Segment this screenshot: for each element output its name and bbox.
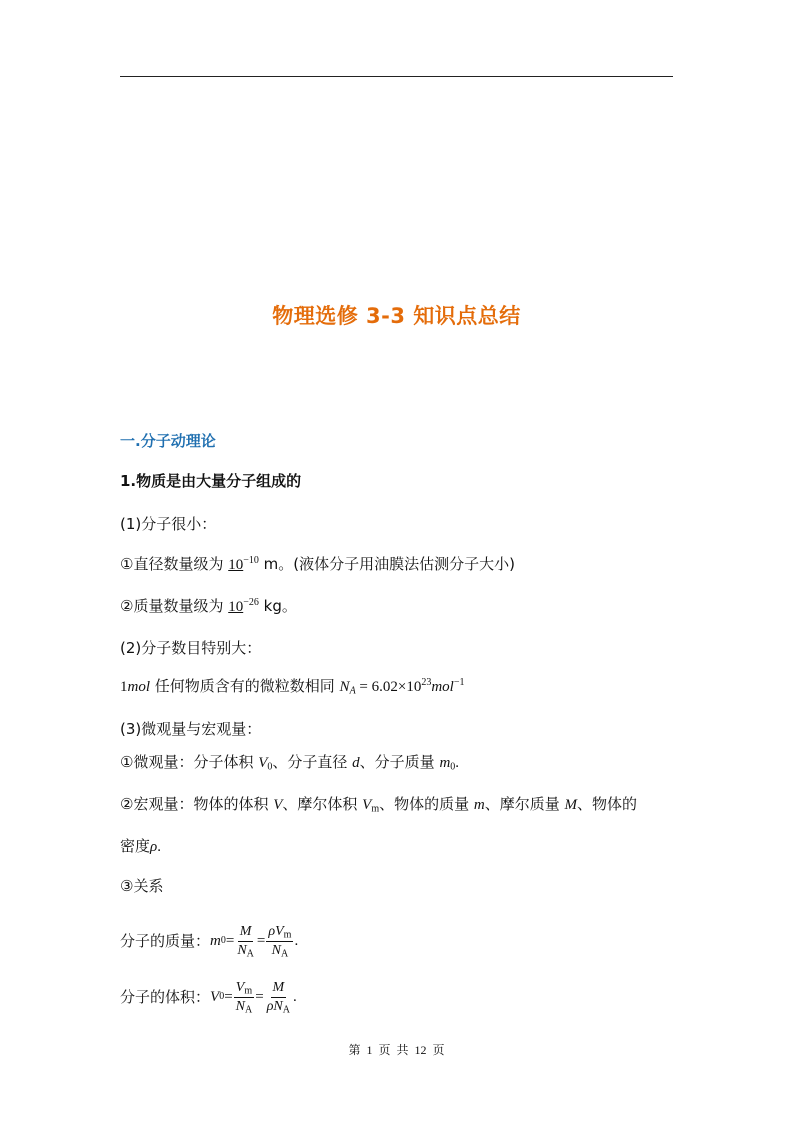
diameter-suffix: m。(液体分子用油膜法估测分子大小) <box>258 555 515 573</box>
avogadro-lead-unit: mol <box>127 679 150 695</box>
formula2-num2: M <box>272 980 285 996</box>
macro-molar-mass: M <box>564 797 578 813</box>
avogadro-unit: mol <box>431 679 454 695</box>
formula2-eq1: = <box>224 988 233 1005</box>
footer-text-3: 共 <box>396 1043 409 1057</box>
formula-molecule-mass: 分子的质量： m 0 = $\frac{M}{N_A}$ = $\frac{\rho V_m}{N_A}$ . <box>120 924 299 959</box>
paragraph-molecule-small: (1)分子很小： <box>120 515 217 533</box>
formula1-label: 分子的质量： <box>120 931 211 950</box>
formula2-fraction1 <box>234 980 255 1014</box>
section-heading: 一.分子动理论 <box>120 432 216 450</box>
paragraph-micro-macro: (3)微观量与宏观量： <box>120 720 262 738</box>
density-text: 密度 <box>120 837 151 855</box>
micro-mass-sub: 0 <box>450 761 456 773</box>
avogadro-text: 任何物质含有的微粒数相同 <box>150 677 340 695</box>
diameter-base: 10 <box>228 557 244 573</box>
avogadro-symbol-sub: A <box>349 685 356 697</box>
micro-text-3: 、分子质量 <box>359 753 440 771</box>
formula1-lhs: m <box>210 932 221 949</box>
paragraph-micro-quantities <box>120 755 459 771</box>
footer-text-1: 第 <box>348 1043 361 1057</box>
formula1-num1: M <box>239 924 252 940</box>
macro-text-2: 、摩尔体积 <box>282 795 363 813</box>
paragraph-avogadro <box>120 679 464 695</box>
macro-molar-volume: V <box>362 797 372 813</box>
micro-diameter: d <box>352 755 360 771</box>
formula1-den1: N <box>237 942 247 958</box>
micro-text-1: ①微观量：分子体积 <box>120 753 259 771</box>
avogadro-value: = 6.02×10 <box>355 679 422 695</box>
footer-text-4: 页 <box>432 1043 445 1057</box>
formula2-eq2: = <box>255 988 264 1005</box>
mass-prefix: ②质量数量级为 <box>120 597 229 615</box>
formula2-den1-sub: A <box>245 1004 253 1015</box>
formula2-label: 分子的体积： <box>120 987 211 1006</box>
micro-end: . <box>455 755 460 771</box>
formula1-den2: N <box>271 942 281 958</box>
paragraph-diameter <box>120 557 515 573</box>
paragraph-relations: ③关系 <box>120 877 164 895</box>
formula1-end: . <box>294 932 299 949</box>
formula1-num2: ρV <box>268 924 284 940</box>
formula2-lhs: V <box>210 988 220 1005</box>
formula1-fraction1 <box>235 924 256 958</box>
density-end: . <box>157 839 161 855</box>
subsection-heading: 1.物质是由大量分子组成的 <box>120 472 302 490</box>
macro-text-5: 、物体的 <box>577 795 638 813</box>
formula-molecule-volume: 分子的体积： V 0 = $\frac{V_m}{N_A}$ = $\frac{M}{\rho N_A}$ . <box>120 980 297 1015</box>
formula2-fraction2 <box>265 980 292 1014</box>
formula1-den1-sub: A <box>246 948 254 959</box>
document-title: 物理选修 3-3 知识点总结 <box>272 304 521 328</box>
macro-volume: V <box>273 797 283 813</box>
formula1-num2-sub: m <box>283 929 292 941</box>
micro-text-2: 、分子直径 <box>272 753 353 771</box>
mass-exponent: −26 <box>243 597 259 608</box>
formula1-fraction2 <box>266 924 293 958</box>
header-rule <box>120 76 673 77</box>
page-footer <box>0 1041 793 1058</box>
formula1-eq2: = <box>256 932 266 949</box>
macro-text-4: 、摩尔质量 <box>484 795 565 813</box>
macro-text-3: 、物体的质量 <box>379 795 474 813</box>
micro-mass: m <box>439 755 451 771</box>
avogadro-unit-exponent: −1 <box>453 677 465 688</box>
avogadro-lead-number: 1 <box>120 679 128 695</box>
footer-total-pages: 12 <box>414 1043 427 1057</box>
macro-text-1: ②宏观量：物体的体积 <box>120 795 274 813</box>
formula2-den2-sub: A <box>282 1004 290 1015</box>
footer-page-number: 1 <box>366 1043 373 1057</box>
formula2-end: . <box>293 988 297 1005</box>
density-symbol: ρ <box>150 839 158 855</box>
paragraph-number-large: (2)分子数目特别大： <box>120 639 262 657</box>
micro-volume: V <box>258 755 268 771</box>
paragraph-density <box>120 839 161 855</box>
avogadro-symbol: N <box>339 679 350 695</box>
footer-text-2: 页 <box>378 1043 391 1057</box>
diameter-exponent: −10 <box>243 555 259 566</box>
micro-volume-sub: 0 <box>267 761 273 773</box>
formula2-den2: ρN <box>266 998 283 1014</box>
formula1-eq1: = <box>225 932 235 949</box>
mass-suffix: kg。 <box>258 597 297 615</box>
formula1-den2-sub: A <box>280 948 289 959</box>
macro-molar-volume-sub: m <box>371 803 380 815</box>
formula2-den1: N <box>235 998 245 1014</box>
formula2-num1: V <box>235 980 245 996</box>
diameter-prefix: ①直径数量级为 <box>120 555 229 573</box>
formula2-num1-sub: m <box>244 985 253 997</box>
macro-mass: m <box>473 797 485 813</box>
paragraph-mass <box>120 599 297 615</box>
avogadro-exponent: 23 <box>421 677 432 688</box>
paragraph-macro-quantities <box>120 797 637 813</box>
mass-base: 10 <box>228 599 244 615</box>
